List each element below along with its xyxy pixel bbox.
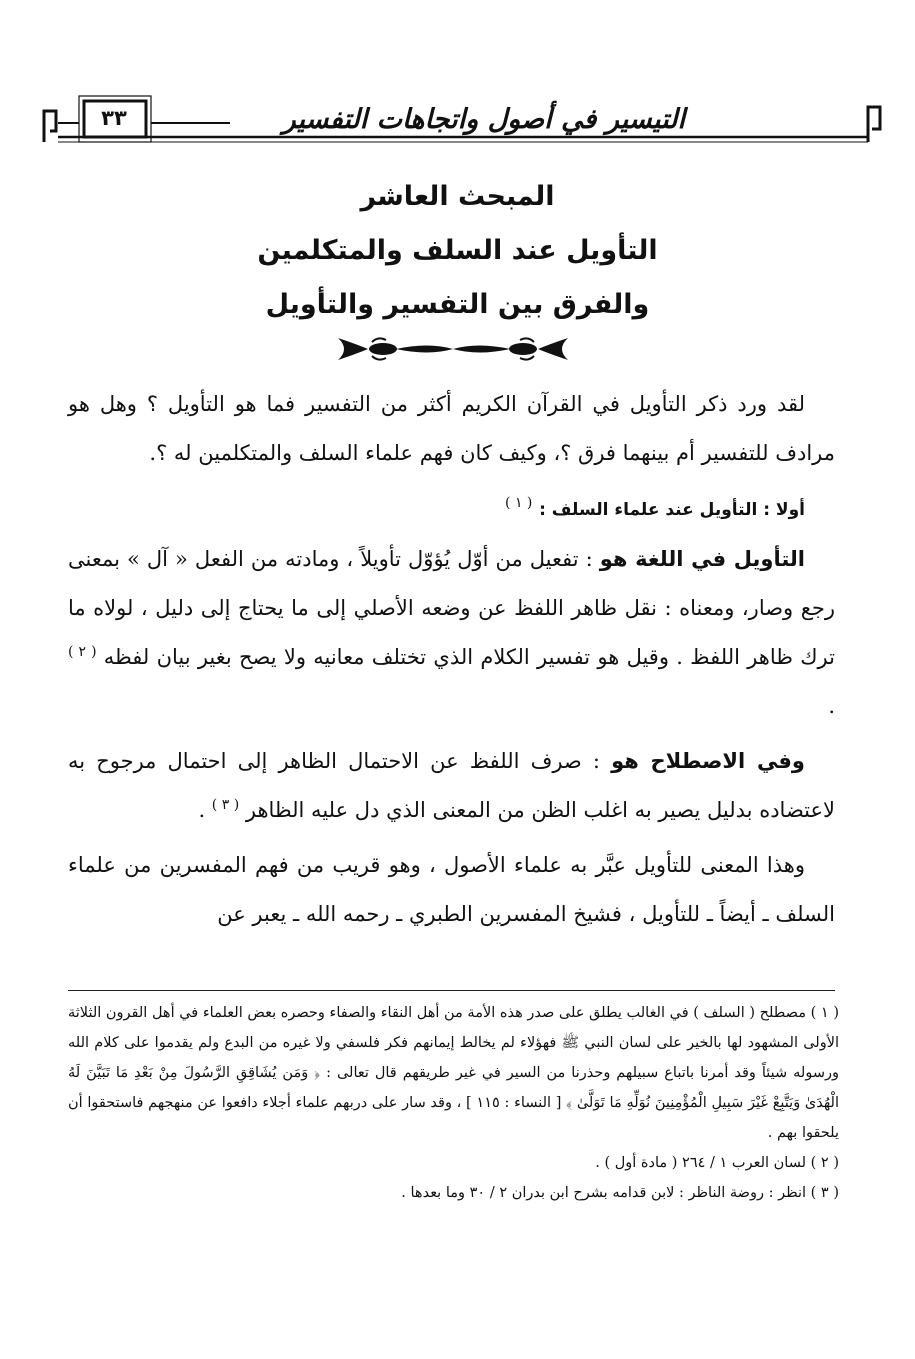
footnote-divider [68, 990, 835, 991]
lang-definition-text: : تفعيل من أوّل يُؤوّل تأويلاً ، ومادته من الفعل « آل » بمعنى رجع وصار، ومعناه : نقل ظاهر اللفظ عن وضعه الأصلي إلى ما يحتاج إلى دليل ، لولاه ما ترك ظاهر اللفظ . وقيل هو تفسير الكلام الذي تختلف معانيه ولا يصح بغير بيان لفظه [68, 547, 836, 669]
section-title-line-2: والفرق بين التفسير والتأويل [265, 289, 650, 320]
section-title-line-1: التأويل عند السلف والمتكلمين [257, 235, 658, 266]
footnote-ref-2: ( ٢ ) [68, 644, 97, 660]
footnote-ref-3: ( ٣ ) [211, 797, 240, 813]
footnotes [68, 998, 839, 1208]
lang-definition-paragraph: التأويل في اللغة هو : تفعيل من أوّل يُؤوّل تأويلاً ، ومادته من الفعل « آل » بمعنى رجع وصار، ومعناه : نقل ظاهر اللفظ عن وضعه الأصلي إلى ما يحتاج إلى دليل ، لولاه ما ترك ظاهر اللفظ . وقيل هو تفسير الكلام الذي تختلف معانيه ولا يصح بغير بيان لفظه $^{( ٢ )}$ . [68, 547, 836, 718]
closing-paragraph: وهذا المعنى للتأويل عبَّر به علماء الأصول ، وهو قريب من فهم المفسرين من علماء السلف ـ أيضاً ـ للتأويل ، فشيخ المفسرين الطبري ـ رحمه الله ـ يعبر عن [68, 853, 835, 926]
running-header-title: التيسير في أصول واتجاهات التفسير [282, 104, 685, 135]
footnote-3: ( ٣ ) انظر : روضة الناظر : لابن قدامه بشرح ابن بدران ٢ / ٣٠ وما بعدها . [401, 1185, 839, 1201]
body-text [68, 380, 835, 939]
term-definition-text: : صرف اللفظ عن الاحتمال الظاهر إلى احتمال مرجوح به لاعتضاده بدليل يصير به اغلب الظن من المعنى الذي دل عليه الظاهر [68, 749, 835, 822]
term-definition-lead: وفي الاصطلاح هو [611, 749, 805, 773]
lang-definition-lead: التأويل في اللغة هو [599, 547, 805, 571]
section-titles [0, 170, 915, 332]
section-number-title: المبحث العاشر [360, 181, 555, 212]
subheading-salaf: أولا : التأويل عند علماء السلف : [539, 500, 805, 520]
page-number: ٣٣ [101, 106, 127, 130]
intro-paragraph: لقد ورد ذكر التأويل في القرآن الكريم أكثر من التفسير فما هو التأويل ؟ وهل هو مرادف للتفسير أم بينهما فرق ؟، وكيف كان فهم علماء السلف والمتكلمين له ؟. [68, 392, 835, 465]
ornament-divider-icon [338, 334, 568, 364]
subheading-paragraph [68, 484, 835, 535]
footnote-1: ( ١ ) مصطلح ( السلف ) في الغالب يطلق على صدر هذه الأمة من أهل النقاء والصفاء وحصره بعض العلماء في أهل القرون الثلاثة الأولى المشهود لها بالخير على لسان النبي ﷺ فهؤلاء لم يخالط إيمانهم فكر فلسفي ولا غيره من البدع ولم يقدموا على كلام الله ورسوله شيئاً وقد أمرنا باتباع سبيلهم وحذرنا من السير في غير طريقهم قال تعالى : ﴿ وَمَن يُشَاقِقِ الرَّسُولَ مِنْ بَعْدِ مَا تَبَيَّنَ لَهُ الْهُدَىٰ وَيَتَّبِعْ غَيْرَ سَبِيلِ الْمُؤْمِنِينَ نُوَلِّهِ مَا تَوَلَّىٰ ﴾ [ النساء : ١١٥ ] ، وقد سار على دربهم علماء أجلاء دافعوا عن منهجهم فاستحقوا أن يلحقوا بهم . [68, 1005, 839, 1141]
term-definition-paragraph: وفي الاصطلاح هو : صرف اللفظ عن الاحتمال الظاهر إلى احتمال مرجوح به لاعتضاده بدليل يصير به اغلب الظن من المعنى الذي دل عليه الظاهر $^{( ٣ )}$ . [68, 749, 835, 822]
footnote-ref-1: ( ١ ) [505, 495, 533, 511]
footnote-2: ( ٢ ) لسان العرب ١ / ٢٦٤ ( مادة أول ) . [595, 1155, 839, 1171]
